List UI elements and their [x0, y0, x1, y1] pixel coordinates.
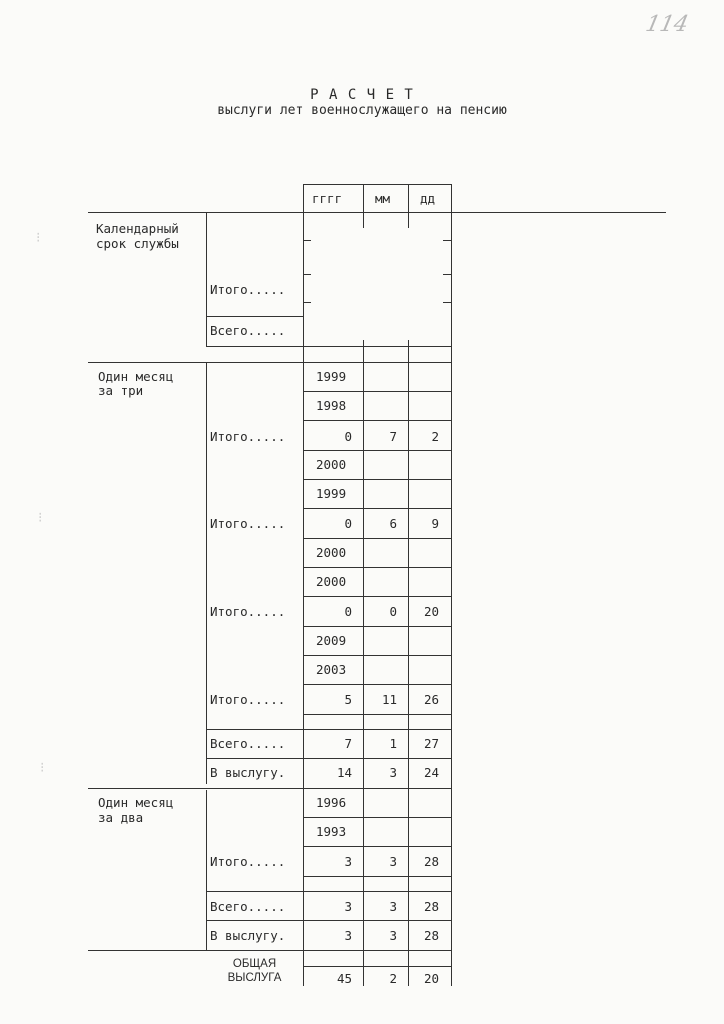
year-cell: 2009 [316, 633, 347, 648]
year-cell: 1999 [316, 369, 347, 384]
section-three-label: Один месяц [98, 369, 174, 384]
row-label-vsego: Всего..... [210, 323, 286, 338]
itogo-months: 0 [389, 604, 397, 619]
itogo-years: 0 [344, 516, 352, 531]
itogo-months: 6 [389, 516, 397, 531]
row-label-itogo: Итого..... [210, 516, 286, 531]
scan-smudge: ⁝ [38, 510, 43, 526]
year-cell: 2000 [316, 545, 347, 560]
row-label-v-vyslugu: В выслугу. [210, 928, 286, 943]
itogo-days: 20 [423, 604, 439, 619]
row-label-itogo: Итого..... [210, 429, 286, 444]
section-two-label: Один месяц [98, 795, 174, 810]
itogo-years: 5 [344, 692, 352, 707]
row-label-itogo: Итого..... [210, 604, 286, 619]
itogo-months: 3 [389, 854, 397, 869]
year-cell: 2003 [316, 662, 347, 677]
scan-smudge: ⁝ [40, 760, 45, 776]
vsego-years: 7 [344, 736, 352, 751]
year-cell: 1998 [316, 398, 347, 413]
vsego-years: 3 [344, 899, 352, 914]
document-title: Р А С Ч Е Т [310, 87, 414, 103]
itogo-years: 0 [344, 429, 352, 444]
row-label-itogo: Итого..... [210, 692, 286, 707]
total-months: 2 [389, 971, 397, 986]
column-header-years: гггг [312, 191, 343, 206]
itogo-days: 2 [431, 429, 439, 444]
document-subtitle: выслуги лет военнослужащего на пенсию [217, 103, 507, 118]
vsego-months: 3 [389, 899, 397, 914]
handwritten-page-number: 114 [643, 12, 691, 37]
year-cell: 2000 [316, 574, 347, 589]
year-cell: 1996 [316, 795, 347, 810]
total-years: 45 [336, 971, 352, 986]
v-vyslugu-years: 14 [336, 765, 352, 780]
vsego-months: 1 [389, 736, 397, 751]
v-vyslugu-months: 3 [389, 765, 397, 780]
total-days: 20 [423, 971, 439, 986]
v-vyslugu-years: 3 [344, 928, 352, 943]
row-label-itogo: Итого..... [210, 854, 286, 869]
itogo-days: 9 [431, 516, 439, 531]
row-label-vsego: Всего..... [210, 899, 286, 914]
column-header-months: мм [375, 191, 391, 206]
vsego-days: 28 [423, 899, 439, 914]
itogo-years: 3 [344, 854, 352, 869]
v-vyslugu-days: 28 [423, 928, 439, 943]
vsego-days: 27 [423, 736, 439, 751]
year-cell: 2000 [316, 457, 347, 472]
section-two-label: за два [98, 810, 144, 825]
year-cell: 1999 [316, 486, 347, 501]
section-calendar-label: срок службы [96, 236, 179, 251]
row-label-itogo: Итого..... [210, 282, 286, 297]
section-calendar-label: Календарный [96, 221, 179, 236]
scan-smudge: ⁝ [36, 230, 41, 246]
column-header-days: дд [420, 191, 436, 206]
v-vyslugu-months: 3 [389, 928, 397, 943]
row-label-v-vyslugu: В выслугу. [210, 765, 286, 780]
total-label: ОБЩАЯ ВЫСЛУГА [227, 958, 282, 984]
itogo-years: 0 [344, 604, 352, 619]
v-vyslugu-days: 24 [423, 765, 439, 780]
itogo-months: 11 [381, 692, 397, 707]
itogo-months: 7 [389, 429, 397, 444]
year-cell: 1993 [316, 824, 347, 839]
itogo-days: 26 [423, 692, 439, 707]
itogo-days: 28 [423, 854, 439, 869]
row-label-vsego: Всего..... [210, 736, 286, 751]
section-three-label: за три [98, 383, 144, 398]
